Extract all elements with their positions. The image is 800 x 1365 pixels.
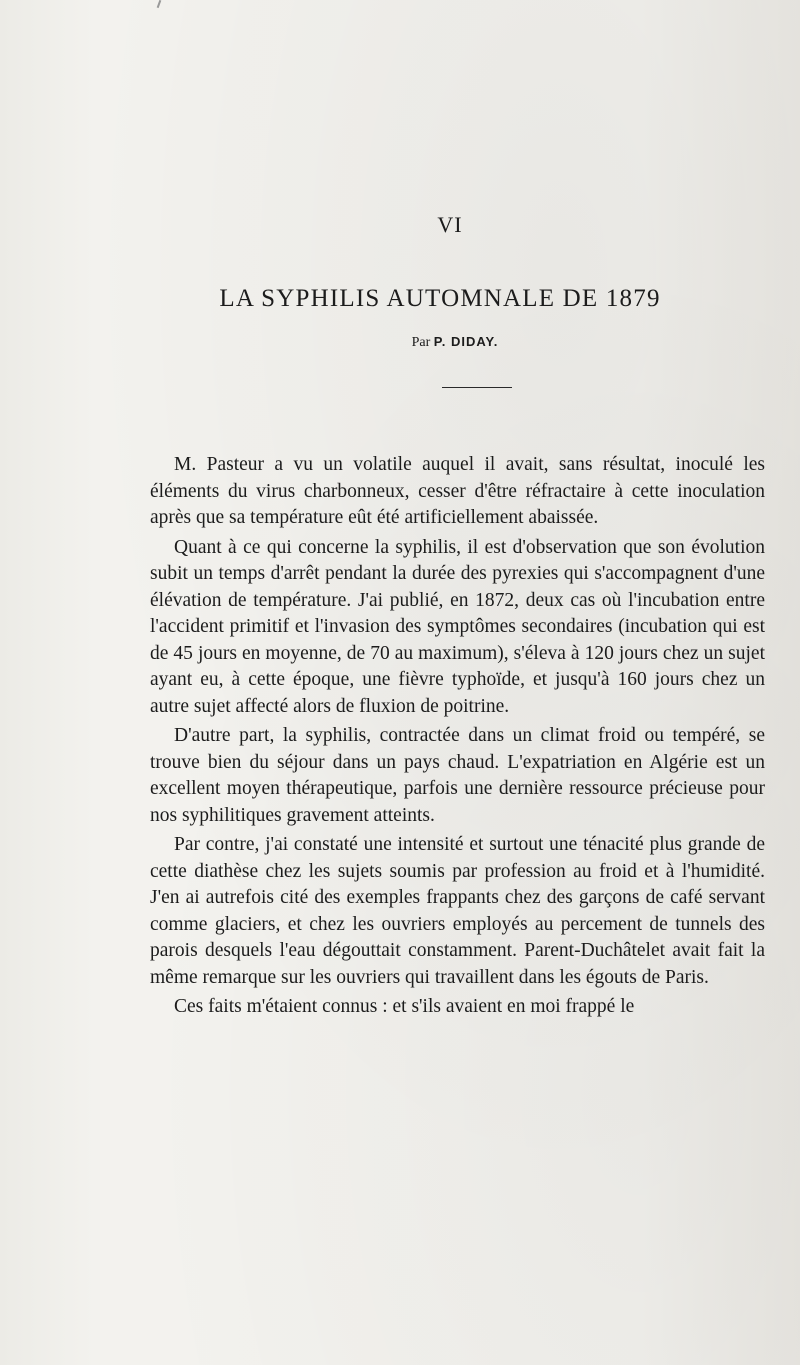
byline bbox=[0, 334, 800, 351]
paragraph: D'autre part, la syphilis, contractée dans un climat froid ou tempéré, se trouve bien du séjour dans un pays chaud. L'expatriation en Algérie est un excellent moyen thérapeutique, parfois une dernière ressource précieuse pour nos syphilitiques gravement atteints. bbox=[150, 725, 765, 826]
byline-author: P. DIDAY. bbox=[433, 334, 499, 349]
byline-prefix: Par bbox=[411, 335, 431, 350]
paragraph: M. Pasteur a vu un volatile auquel il avait, sans résultat, inoculé les éléments du virus charbonneux, cesser d'être réfractaire à cette inoculation après que sa température eût été artificiellement abaissée. bbox=[150, 454, 765, 528]
paper-mark bbox=[157, 0, 162, 8]
article-title: LA SYPHILIS AUTOMNALE DE 1879 bbox=[219, 285, 661, 312]
paragraph: Quant à ce qui concerne la syphilis, il est d'observation que son évolution subit un temps d'arrêt pendant la durée des pyrexies qui s'accompagnent d'une élévation de température. J'ai publié, en 1872, deux cas où l'incubation entre l'accident primitif et l'invasion des symptômes secondaires (incubation qui est de 45 jours en moyenne, de 70 au maximum), s'éleva à 120 jours chez un sujet ayant eu, à cette époque, une fièvre typhoïde, et jusqu'à 160 jours chez un autre sujet affecté alors de fluxion de poitrine. bbox=[150, 536, 765, 717]
separator-rule bbox=[442, 387, 512, 388]
article-body bbox=[150, 452, 765, 1021]
chapter-number: VI bbox=[437, 212, 463, 237]
paragraph: Par contre, j'ai constaté une intensité et surtout une ténacité plus grande de cette diathèse chez les sujets soumis par profession au froid et à l'humidité. J'en ai autrefois cité des exemples frappants chez des garçons de café servant comme glaciers, et chez les ouvriers employés au percement de tunnels des parois desquels l'eau dégouttait constamment. Parent-Duchâtelet avait fait la même remarque sur les ouvriers qui travaillent dans les égouts de Paris. bbox=[150, 834, 765, 988]
paragraph: Ces faits m'étaient connus : et s'ils avaient en moi frappé le bbox=[174, 996, 635, 1017]
